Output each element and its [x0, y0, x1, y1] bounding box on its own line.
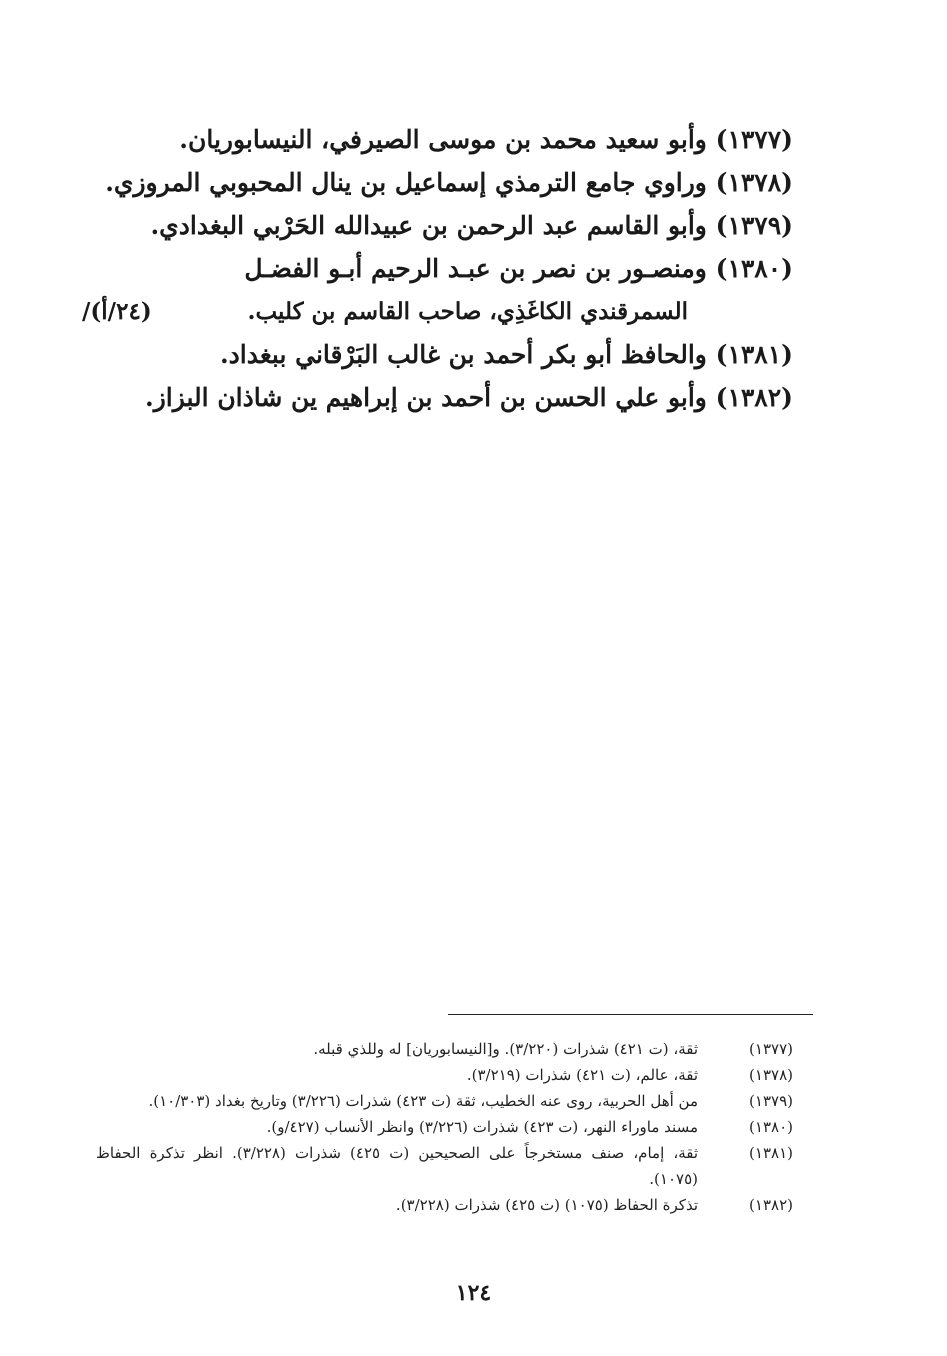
entry-number: (١٣٧٩): [715, 211, 793, 240]
footnote-number: (١٣٨١): [749, 1144, 793, 1162]
entry-text: وراوي جامع الترمذي إسماعيل بن ينال المحبوبي المروزي.: [105, 168, 707, 197]
entry-text: والحافظ أبو بكر أحمد بن غالب البَرْقاني ببغداد.: [219, 340, 707, 369]
footnote-1381: [96, 1140, 793, 1192]
footnote-text: تذكرة الحفاظ (١٠٧٥) (ت ٤٢٥) شذرات (٣/٢٢٨).: [395, 1196, 698, 1214]
entry-text: وأبو القاسم عبد الرحمن بن عبيدالله الحَرْبي البغدادي.: [150, 211, 707, 240]
footnote-number: (١٣٧٨): [749, 1066, 793, 1084]
entry-1381: [60, 333, 793, 376]
entry-1377: [60, 118, 793, 161]
folio-marker: /(٢٤/أ): [82, 298, 152, 325]
footnote-text: ثقة، إمام، صنف مستخرجاً على الصحيحين (ت ٤٢٥) شذرات (٣/٢٢٨). انظر تذكرة الحفاظ (١٠٧٥).: [96, 1144, 699, 1188]
entry-1380-continuation: [60, 290, 793, 333]
footnote-1380: [96, 1114, 793, 1140]
entry-text: السمرقندي الكاغَذِي، صاحب القاسم بن كليب.: [247, 298, 688, 325]
entry-number: (١٣٨١): [715, 340, 793, 369]
entry-number: (١٣٧٧): [715, 125, 793, 154]
entry-text: ومنصـور بن نصر بن عبـد الرحيم أبـو الفضـل: [244, 254, 707, 283]
entry-number: (١٣٧٨): [715, 168, 793, 197]
entry-1380: [60, 247, 793, 290]
footnote-number: (١٣٧٧): [749, 1040, 793, 1058]
entry-1379: [60, 204, 793, 247]
footnote-number: (١٣٧٩): [749, 1092, 793, 1110]
footnote-text: ثقة، عالم، (ت ٤٢١) شذرات (٣/٢١٩).: [466, 1066, 698, 1084]
footnote-text: ثقة، (ت ٤٢١) شذرات (٣/٢٢٠). و[النيسابوريان] له وللذي قبله.: [313, 1040, 698, 1058]
footnote-number: (١٣٨٠): [749, 1118, 793, 1136]
entry-1378: [60, 161, 793, 204]
footnote-1382: [96, 1192, 793, 1218]
entry-1382: [60, 376, 793, 419]
footnote-1379: [96, 1088, 793, 1114]
entry-number: (١٣٨٢): [715, 383, 793, 412]
footnote-text: من أهل الحربية، روى عنه الخطيب، ثقة (ت ٤٢٣) شذرات (٣/٢٢٦) وتاريخ بغداد (١٠/٣٠٣).: [148, 1092, 698, 1110]
footnote-text: مسند ماوراء النهر، (ت ٤٢٣) شذرات (٣/٢٢٦) وانظر الأنساب (٤٢٧/و).: [266, 1118, 698, 1136]
entry-number: (١٣٨٠): [715, 254, 793, 283]
main-entries: [60, 118, 793, 419]
entry-text: وأبو سعيد محمد بن موسى الصيرفي، النيسابوريان.: [179, 125, 707, 154]
entry-text: وأبو علي الحسن بن أحمد بن إبراهيم ين شاذان البزاز.: [145, 383, 707, 412]
footnote-divider: [448, 1014, 813, 1015]
footnote-1377: [96, 1036, 793, 1062]
footnote-1378: [96, 1062, 793, 1088]
footnote-number: (١٣٨٢): [749, 1196, 793, 1214]
footnotes: [96, 1036, 793, 1218]
page-number: ١٢٤: [455, 1280, 492, 1306]
